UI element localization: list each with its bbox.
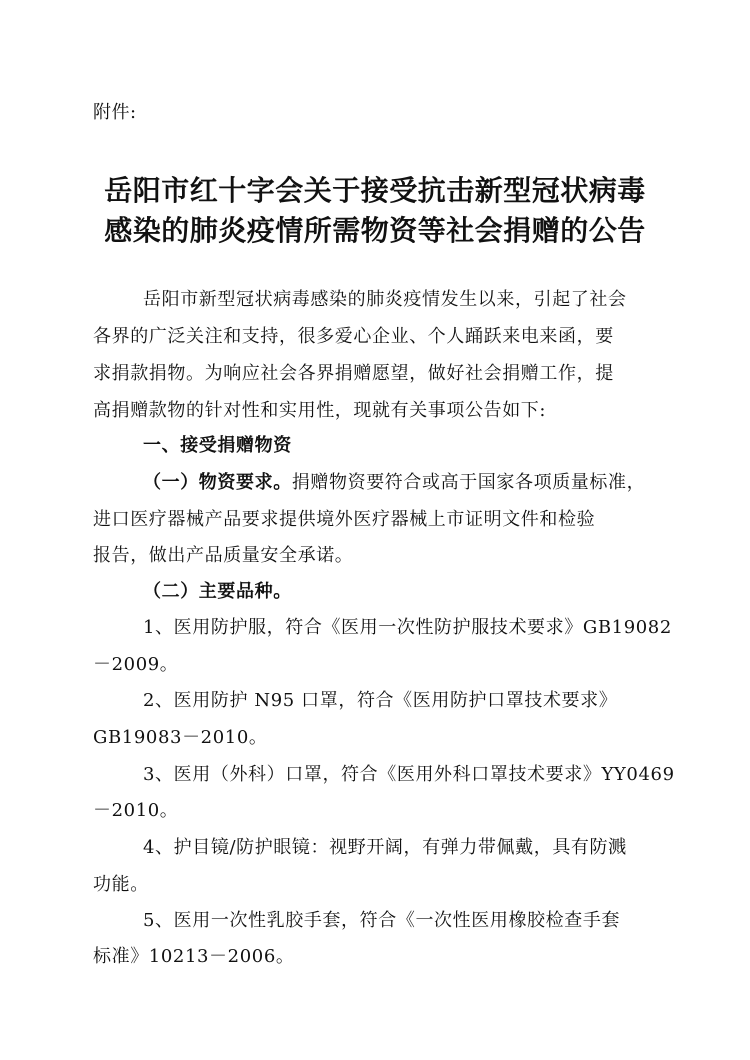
intro-line-4: 高捐赠款物的针对性和实用性，现就有关事项公告如下: bbox=[93, 400, 547, 421]
item-line-4: GB19083－2010。 bbox=[93, 727, 268, 748]
item-line-7: 4、护目镜/防护眼镜：视野开阔，有弹力带佩戴，具有防溅 bbox=[143, 837, 627, 858]
subsection-1-heading: （一）物资要求。 bbox=[143, 472, 292, 493]
item-line-9: 5、医用一次性乳胶手套，符合《一次性医用橡胶检查手套 bbox=[143, 910, 621, 931]
title-line-2: 感染的肺炎疫情所需物资等社会捐赠的公告 bbox=[104, 214, 646, 247]
intro-line-1: 岳阳市新型冠状病毒感染的肺炎疫情发生以来，引起了社会 bbox=[143, 289, 627, 310]
item-line-3: 2、医用防护 N95 口罩，符合《医用防护口罩技术要求》 bbox=[143, 690, 618, 711]
section-heading-1: 一、接受捐赠物资 bbox=[143, 435, 292, 456]
intro-line-2: 各界的广泛关注和支持，很多爱心企业、个人踊跃来电来函，要 bbox=[93, 326, 614, 347]
title-line-1: 岳阳市红十字会关于接受抗击新型冠状病毒 bbox=[104, 174, 646, 207]
attachment-label: 附件: bbox=[93, 102, 137, 123]
item-line-2: －2009。 bbox=[93, 654, 179, 675]
subsection-1-line-2: 进口医疗器械产品要求提供境外医疗器械上市证明文件和检验 bbox=[93, 509, 596, 530]
item-line-6: －2010。 bbox=[93, 800, 179, 821]
item-line-10: 标准》10213－2006。 bbox=[93, 946, 295, 967]
item-line-1: 1、医用防护服，符合《医用一次性防护服技术要求》GB19082 bbox=[143, 617, 672, 638]
subsection-2-heading: （二）主要品种。 bbox=[143, 581, 292, 602]
item-line-8: 功能。 bbox=[93, 874, 149, 895]
intro-line-3: 求捐款捐物。为响应社会各界捐赠愿望，做好社会捐赠工作，提 bbox=[93, 363, 614, 384]
subsection-1-first-line bbox=[143, 470, 645, 496]
subsection-1-text: 捐赠物资要符合或高于国家各项质量标准， bbox=[291, 472, 646, 493]
subsection-1-line-3: 报告，做出产品质量安全承诺。 bbox=[93, 545, 354, 566]
item-line-5: 3、医用（外科）口罩，符合《医用外科口罩技术要求》YY0469 bbox=[143, 764, 675, 785]
